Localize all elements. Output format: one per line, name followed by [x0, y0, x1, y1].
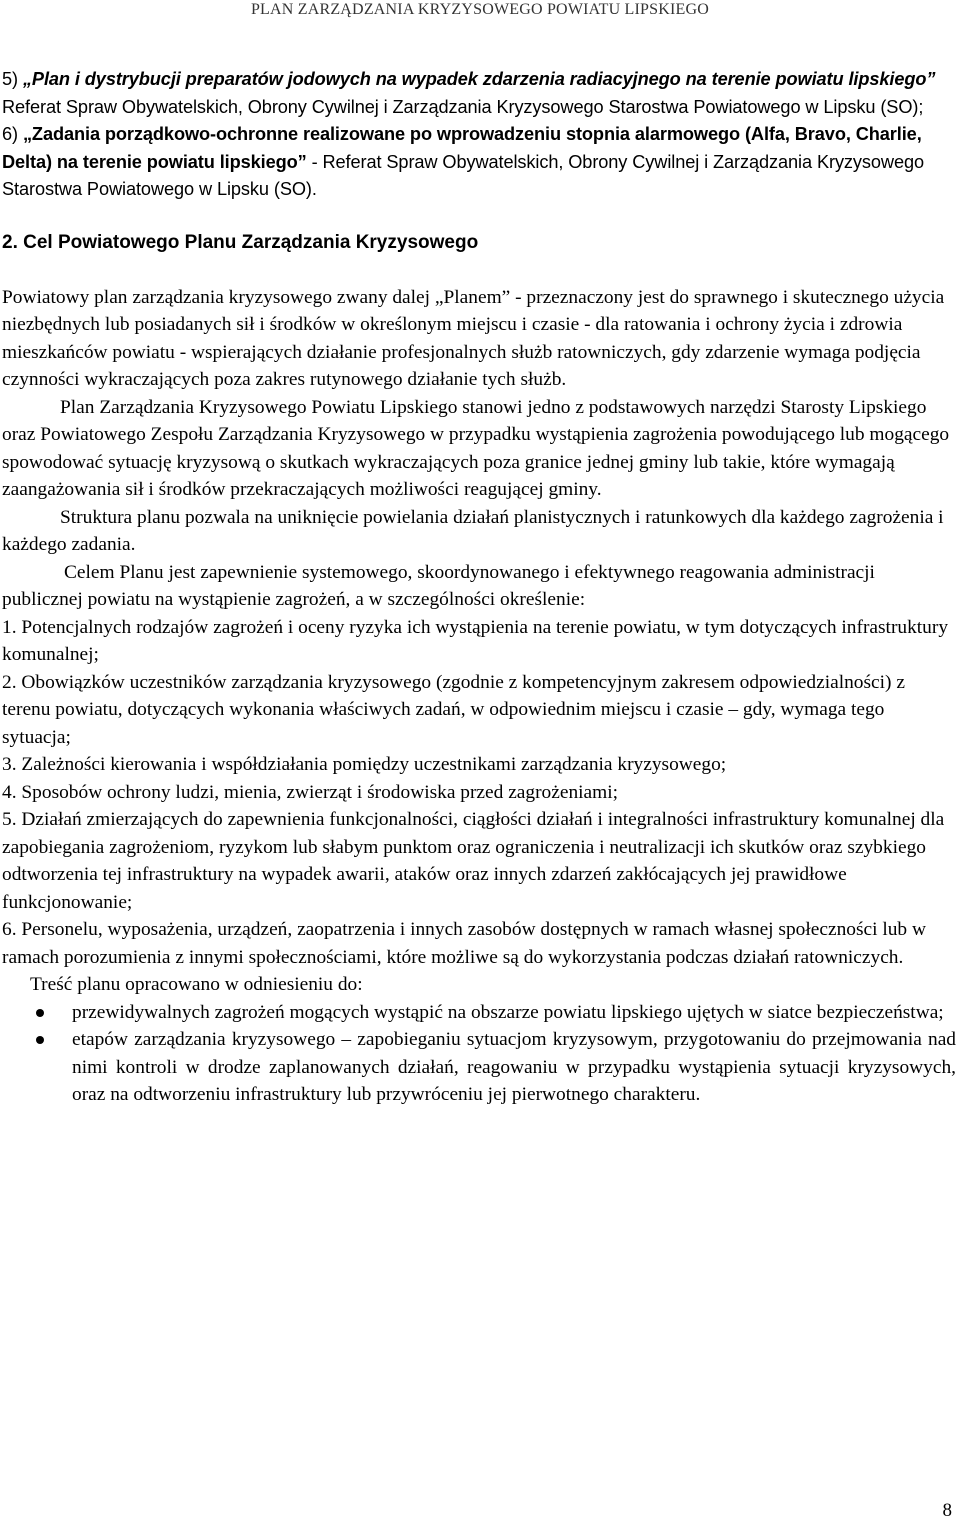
bullet-text: przewidywalnych zagrożeń mogących wystąpić na obszarze powiatu lipskiego ujętych w siatce bezpieczeństwa;	[72, 1001, 944, 1023]
bullet-text: etapów zarządzania kryzysowego – zapobieganiu sytuacjom kryzysowym, przygotowaniu do przejmowania nad nimi kontroli w drodze zaplanowanych działań, reagowaniu w przypadku wystąpienia sytuacji kryzysowych, oraz na odtworzeniu infrastruktury lub przywróceniu jej pierwotnego charakteru.	[72, 1029, 956, 1105]
numbered-point: 3. Zależności kierowania i współdziałania pomiędzy uczestnikami zarządzania kryzysowego;	[2, 754, 727, 775]
list-item-6	[2, 121, 956, 204]
paragraph: Powiatowy plan zarządzania kryzysowego zwany dalej „Planem” - przeznaczony jest do sprawnego i skutecznego użycia niezbędnych lub posiadanych sił i środków w określonym miejscu i czasie - dla ratowania i ochrony życia i zdrowia mieszkańców powiatu - wspierających działanie profesjonalnych służb ratowniczych, gdy zdarzenie wymaga podjęcia czynności wykraczających poza zakres rutynowego działanie tych służb.	[2, 286, 945, 390]
numbered-point: 1. Potencjalnych rodzajów zagrożeń i oceny ryzyka ich wystąpienia na terenie powiatu, w tym dotyczących infrastruktury komunalnej;	[2, 616, 949, 665]
item-text: Referat Spraw Obywatelskich, Obrony Cywilnej i Zarządzania Kryzysowego Starostwa Powiatowego w Lipsku (SO);	[2, 96, 924, 117]
item-title: „Plan i dystrybucji preparatów jodowych na wypadek zdarzenia radiacyjnego na terenie powiatu lipskiego”	[22, 69, 936, 89]
bullet-list	[2, 999, 956, 1109]
bullet-icon	[36, 1036, 44, 1044]
page-content	[2, 66, 956, 1109]
section-heading: 2. Cel Powiatowego Planu Zarządzania Kryzysowego	[2, 231, 479, 253]
item-text: - Referat Spraw Obywatelskich, Obrony Cywilnej i Zarządzania Kryzysowego Starostwa Powiatowego w Lipsku (SO).	[2, 151, 925, 199]
bullet-item	[2, 999, 956, 1027]
bullet-icon	[36, 1009, 44, 1017]
page-number: 8	[942, 1500, 952, 1521]
paragraph: Plan Zarządzania Kryzysowego Powiatu Lipskiego stanowi jedno z podstawowych narzędzi Starosty Lipskiego oraz Powiatowego Zespołu Zarządzania Kryzysowego w przypadku wystąpienia zagrożenia powodującego lub mogącego spowodować sytuację kryzysową o skutkach wykraczających poza granice jednej gminy lub takie, które wymagają zaangażowania sił i środków przekraczających możliwości reagującej gminy.	[2, 396, 950, 500]
numbered-point: 2. Obowiązków uczestników zarządzania kryzysowego (zgodnie z kompetencyjnym zakresem odpowiedzialności) z terenu powiatu, dotyczących wykonania właściwych zadań, w odpowiednim miejscu i czasie – gdy, wymaga tego sytuacja;	[2, 671, 905, 748]
item-title: „Zadania porządkowo-ochronne realizowane po wprowadzeniu stopnia alarmowego (Alfa, Bravo, Charlie, Delta) na terenie powiatu lipskiego”	[2, 124, 922, 172]
bullet-item	[2, 1026, 956, 1109]
item-number: 6)	[2, 124, 23, 144]
list-item-5	[2, 66, 956, 121]
lead-sentence: Treść planu opracowano w odniesieniu do:	[30, 974, 363, 995]
numbered-point: 5. Działań zmierzających do zapewnienia funkcjonalności, ciągłości działań i integralności infrastruktury komunalnej dla zapobiegania zagrożeniom, ryzykom lub słabym punktom oraz ograniczenia i neutralizacji ich skutków oraz szybkiego odtworzenia tej infrastruktury na wypadek awarii, ataków oraz innych zdarzeń zakłócających jej prawidłowe funkcjonowanie;	[2, 809, 945, 913]
paragraph: Struktura planu pozwala na uniknięcie powielania działań planistycznych i ratunkowych dla każdego zagrożenia i każdego zadania.	[2, 506, 944, 555]
numbered-point: 6. Personelu, wyposażenia, urządzeń, zaopatrzenia i innych zasobów dostępnych w ramach własnej społeczności lub w ramach porozumienia z innymi społecznościami, które możliwe są do wykorzystania podczas działań ratowniczych.	[2, 919, 926, 968]
numbered-point: 4. Sposobów ochrony ludzi, mienia, zwierząt i środowiska przed zagrożeniami;	[2, 781, 619, 803]
running-header: PLAN ZARZĄDZANIA KRYZYSOWEGO POWIATU LIPSKIEGO	[250, 1, 710, 18]
spacer	[2, 257, 956, 284]
item-number: 5)	[2, 69, 23, 89]
paragraph: Celem Planu jest zapewnienie systemowego, skoordynowanego i efektywnego reagowania administracji publicznej powiatu na wystąpienie zagrożeń, a w szczególności określenie:	[2, 561, 875, 610]
